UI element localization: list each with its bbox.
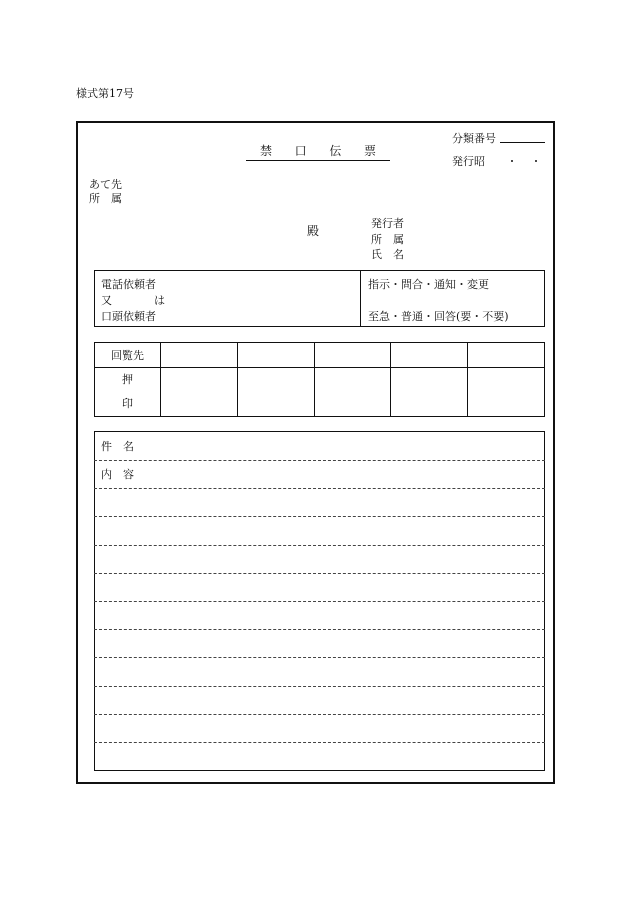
- seal-label: [95, 368, 161, 417]
- content-label: 内 容: [101, 468, 134, 481]
- seal-cell[interactable]: [468, 368, 545, 417]
- circulation-label: 回覧先: [95, 343, 161, 368]
- instruction-options[interactable]: 指示・問合・通知・変更: [368, 278, 489, 291]
- form-title: [246, 142, 390, 161]
- circulation-cell[interactable]: [468, 343, 545, 368]
- seal-cell[interactable]: [237, 368, 314, 417]
- issuer-affiliation: 所 属: [371, 233, 404, 246]
- title-char: 口: [294, 144, 307, 158]
- or-label: 又: [101, 294, 112, 307]
- classification-number-field[interactable]: [500, 142, 545, 143]
- content-line[interactable]: [94, 742, 545, 743]
- urgency-options[interactable]: 至急・普通・回答(要・不要): [368, 310, 509, 323]
- content-line[interactable]: [94, 545, 545, 546]
- issued-era: 発行昭: [452, 155, 485, 168]
- honorific: 殿: [307, 224, 320, 238]
- seal-cell[interactable]: [314, 368, 391, 417]
- subject-label: 件 名: [101, 440, 134, 453]
- issuer-label: 発行者: [371, 217, 404, 230]
- request-divider: [360, 270, 361, 327]
- title-char: 禁: [260, 144, 273, 158]
- destination-affiliation: 所 属: [89, 192, 122, 205]
- seal-char: 印: [122, 397, 133, 410]
- content-line[interactable]: [94, 657, 545, 658]
- content-line[interactable]: [94, 601, 545, 602]
- or-label-suffix: は: [154, 294, 165, 307]
- issued-date[interactable]: [452, 153, 552, 169]
- title-char: 伝: [329, 144, 342, 158]
- content-line[interactable]: [94, 714, 545, 715]
- seal-row: [95, 368, 545, 417]
- seal-char: 押: [122, 373, 133, 386]
- destination-label: あて先: [89, 178, 122, 191]
- content-line[interactable]: [94, 488, 545, 489]
- verbal-requester-label: 口頭依頼者: [101, 310, 156, 323]
- seal-cell[interactable]: [161, 368, 238, 417]
- phone-requester-label: 電話依頼者: [101, 278, 156, 291]
- seal-cell[interactable]: [391, 368, 468, 417]
- content-line[interactable]: [94, 686, 545, 687]
- circulation-cell[interactable]: [391, 343, 468, 368]
- title-char: 票: [363, 144, 376, 158]
- classification-label: 分類番号: [452, 132, 496, 145]
- date-separator: ・: [530, 155, 542, 168]
- date-separator: ・: [506, 155, 518, 168]
- issuer-name: 氏 名: [371, 248, 404, 261]
- circulation-cell[interactable]: [237, 343, 314, 368]
- circulation-cell[interactable]: [314, 343, 391, 368]
- circulation-row: [95, 343, 545, 368]
- form-number: 様式第17号: [76, 87, 134, 100]
- circulation-table: [94, 342, 545, 417]
- content-line[interactable]: [94, 460, 545, 461]
- circulation-cell[interactable]: [161, 343, 238, 368]
- content-line[interactable]: [94, 629, 545, 630]
- content-line[interactable]: [94, 573, 545, 574]
- content-line[interactable]: [94, 516, 545, 517]
